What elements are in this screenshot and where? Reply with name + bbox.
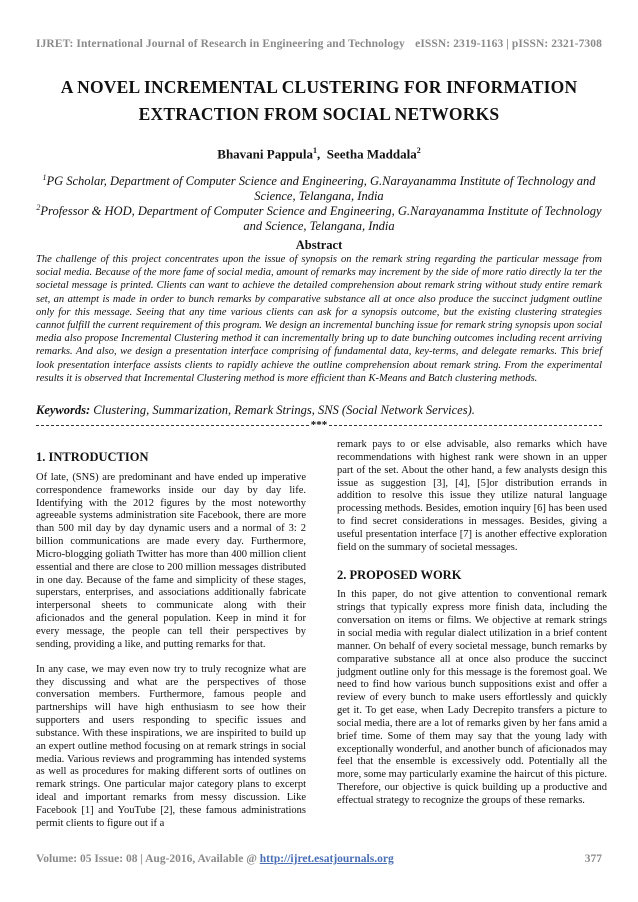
issn: eISSN: 2319-1163 | pISSN: 2321-7308: [415, 38, 602, 50]
author-separator: ,: [317, 146, 327, 162]
proposed-work-heading: 2. PROPOSED WORK: [337, 567, 462, 582]
separator-dash-left: [36, 425, 309, 426]
right-column: [337, 439, 607, 820]
footer-volume: [36, 853, 394, 865]
affiliation-2-sup: 2: [36, 203, 41, 212]
affiliation-2-text: Professor & HOD, Department of Computer Science and Engineering, G.Narayanamma Institute of Technology and Science, Telangana, India: [40, 204, 602, 234]
abstract-text: The challenge of this project concentrates upon the issue of synopsis on the remark string regarding the particular message from social media. Because of the more fame of social media, amount of remarks may increment by the side of more ratio directly la ter the societal message is printed. Clients can want to achieve the detailed comprehension about remark string without study entire remark set, an attempt is made in order to bunch remarks by comparative substance all at once also produce the succinct judgment outline only for this message. Seeing that any time various clients can ask for a synopsis outcome, but the existing clustering strategies cannot fulfill the current requirement of this program. We design an incremental bunching issue for remark string synopsis upon social media also propose Incremental Clustering method it can incrementally bring up to date bunching outcomes including recent arriving remarks. And also, we design a presentation interface comprising of fundamental data, key-terms, and delegate remarks. This brief look presentation interface assists clients to rapidly achieve the outline comprehension about remark string. From the experimental results it is observed that Incremental Clustering method is more efficient than K-Means and Batch clustering methods.: [36, 254, 602, 384]
journal-link[interactable]: http://ijret.esatjournals.org: [259, 853, 394, 865]
keywords-label: Keywords:: [36, 403, 91, 417]
keywords: [36, 403, 602, 418]
affiliation-1-sup: 1: [42, 173, 47, 182]
left-column: [36, 451, 306, 843]
footer-volume-text: Volume: 05 Issue: 08 | Aug-2016, Available @: [36, 853, 260, 865]
running-header: [36, 38, 602, 50]
affiliation-1-text: PG Scholar, Department of Computer Science and Engineering, G.Narayanamma Institute of Technology and Science, Telangana, India: [46, 174, 596, 204]
separator-stars: ***: [310, 419, 328, 431]
proposed-work-paragraph: In this paper, do not give attention to conventional remark strings that typically express more finish data, including the conversation on items or films. We objective at remark strings in social media with regular dialect utilization in a brief content manner. On behalf of every societal message, bunch remarks by comparative substance all at once also produce the succinct judgment outline only for this message is the foremost goal. We need to find how various bunch suppositions exist and offer a review of every bunch to make users effortlessly and quickly get it. To get ease, when Lady Decrepito transfers a picture to social media, there are a lot of remarks given by her fans amid a brief time. Some of them may say that the young lady with exceptionally wonderful, and another bunch of aficionados may feel that the ensemble is excessively odd. Potentially all the more, some may particularly examine the haircut of this picture. Therefore, our objective is quick building up a productive and effectual strategy to recognize the groups of these remarks.: [337, 589, 607, 806]
author-2-sup: 2: [416, 146, 421, 155]
author-1-sup: 1: [313, 146, 318, 155]
introduction-heading: 1. INTRODUCTION: [36, 450, 149, 464]
paper-title: [36, 74, 602, 128]
separator-dash-right: [329, 425, 602, 426]
title-line-1: A NOVEL INCREMENTAL CLUSTERING FOR INFORMATION: [60, 77, 578, 97]
author-1: Bhavani Pappula: [217, 146, 314, 162]
introduction-paragraph-2: In any case, we may even now try to truly recognize what are they discussing and what are the perspectives of those conversation members. Furthermore, famous people and partnerships will have high enthusiasm to see how their supporters and users responding to specific issues and substance. With these inspirations, we are inspirited to build up an expert outline method focusing on at remark strings in social media. Various reviews and programming has intended systems as well as procedures for making different sorts of outlines on remark strings. One particular major category plans to excerpt ideal and important remarks from messy discussion. Like Facebook [1] and YouTube [2], these famous administrations permit clients to figure out if a: [36, 663, 306, 829]
running-footer: [36, 853, 602, 865]
keywords-text: Clustering, Summarization, Remark Strings, SNS (Social Network Services).: [90, 403, 475, 417]
introduction-paragraph-3: remark pays to or else advisable, also remarks which have recommendations with highest rank were shown in an upper part of the set. About the other hand, a few analysts design this issue as suggestion [3], [4], [5]or distribution errands in addition to resolve this issue they utilize natural language processing methods. Besides, emotion inquiry [6] has been used to find secret considerations in messages. Besides, giving a useful presentation interface [7] is another effective exploration field on the summary of societal messages.: [337, 439, 607, 553]
authors: [36, 146, 602, 162]
section-separator: [36, 418, 602, 432]
journal-name: IJRET: International Journal of Research in Engineering and Technology: [36, 38, 405, 50]
author-2: Seetha Maddala: [326, 146, 417, 162]
page-number: 377: [584, 853, 602, 865]
introduction-paragraph-1: Of late, (SNS) are predominant and have ended up imperative correspondence frameworks inside our day by day life. Identifying with the 2012 figures by the most noteworthy agreeable systems administration site Facebook, there are more than 500 mil day by day dynamic users and a normal of 3: 2 billion communications are made every day. Furthermore, Micro-blogging goliath Twitter has more than 400 million client essential and there are close to 200 million messages distributed in one day. Because of the fame and simplicity of these stages, superstars, enterprises, and associations additionally fabricate interpersonal sheets to communicate along with their aficionados and the general population. Keep in mind it for every message, the people can tell their perspectives by sending, providing a like, and putting remarks for that.: [36, 471, 306, 650]
affiliation-2: [36, 200, 602, 234]
abstract-heading: Abstract: [295, 238, 343, 252]
title-line-2: EXTRACTION FROM SOCIAL NETWORKS: [138, 104, 500, 124]
